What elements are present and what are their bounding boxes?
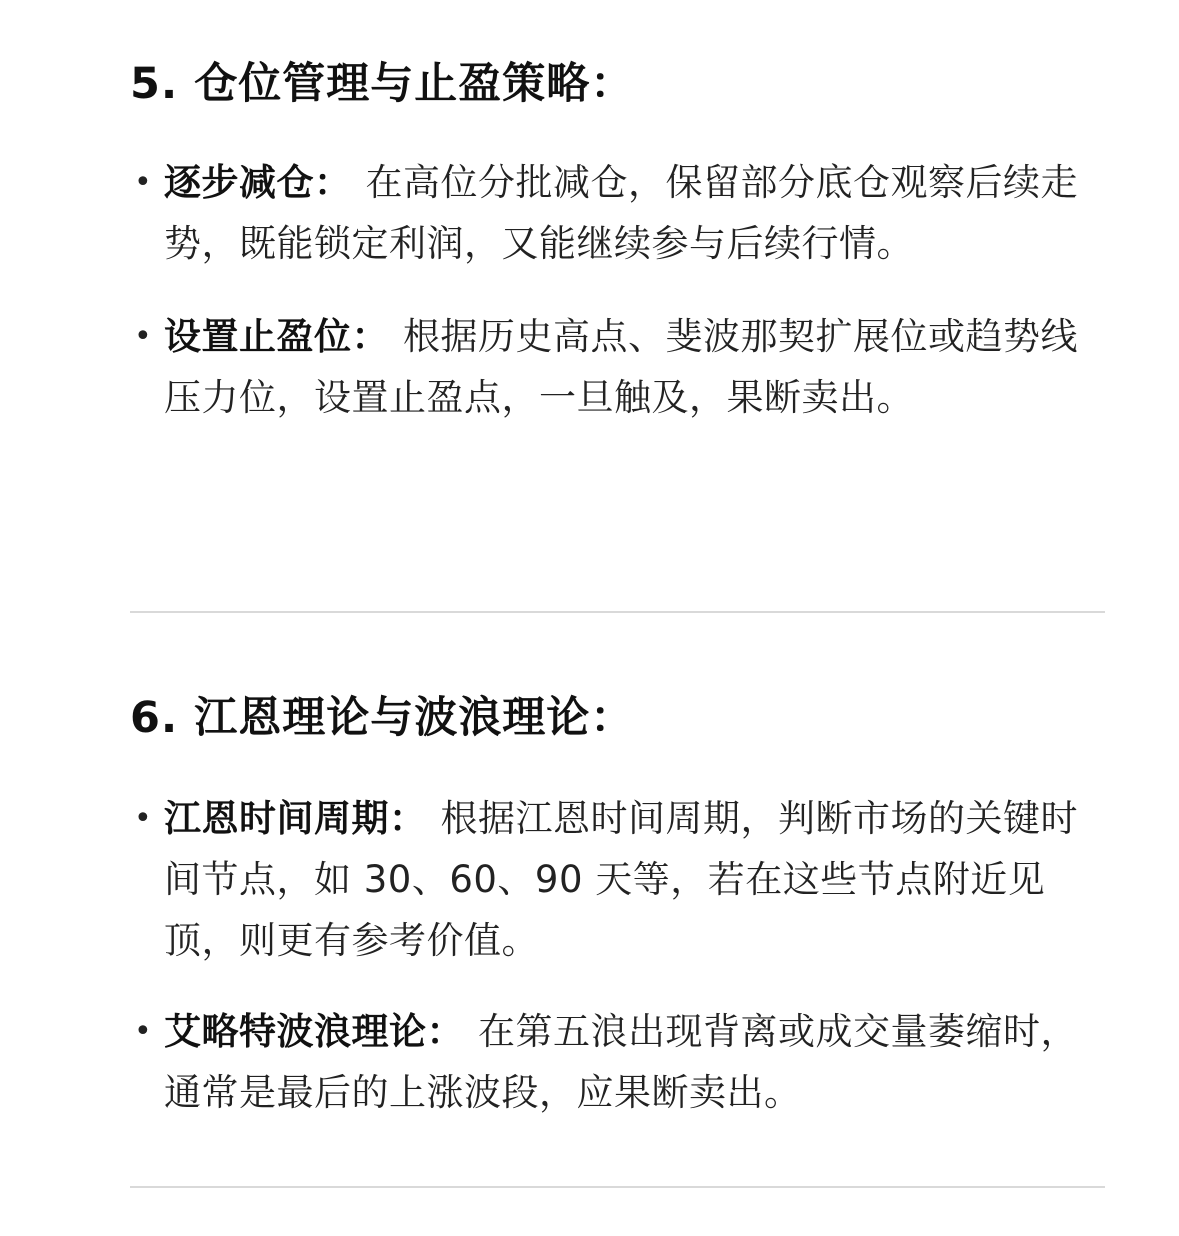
item-colon: ：	[389, 797, 427, 840]
section-position-management	[130, 52, 1105, 428]
section-heading: 6. 江恩理论与波浪理论：	[130, 693, 635, 743]
bullet-icon: •	[134, 319, 153, 354]
item-text: 根据历史高点、斐波那契扩展位或趋势线压力位，设置止盈点，一旦触及，果断卖出。	[164, 315, 1078, 419]
list-item	[130, 152, 1105, 274]
section-divider	[130, 611, 1105, 613]
list-item	[130, 306, 1105, 428]
section-gann-wave-theory	[130, 686, 1105, 1123]
list-item	[130, 1001, 1105, 1123]
item-term: 逐步减仓	[164, 161, 314, 204]
item-text: 在高位分批减仓，保留部分底仓观察后续走势，既能锁定利润，又能继续参与后续行情。	[164, 161, 1078, 265]
item-colon: ：	[351, 315, 389, 358]
item-term: 江恩时间周期	[164, 797, 389, 840]
item-term: 艾略特波浪理论	[164, 1010, 427, 1053]
bullet-list	[130, 788, 1105, 1123]
section-divider	[130, 1186, 1105, 1188]
item-colon: ：	[314, 161, 352, 204]
section-heading: 5. 仓位管理与止盈策略：	[130, 59, 635, 109]
item-term: 设置止盈位	[164, 315, 352, 358]
bullet-list	[130, 152, 1105, 428]
list-item	[130, 788, 1105, 971]
item-colon: ：	[426, 1010, 464, 1053]
bullet-icon: •	[134, 801, 153, 836]
bullet-icon: •	[134, 1014, 153, 1049]
item-text: 根据江恩时间周期，判断市场的关键时间节点，如 30、60、90 天等，若在这些节点附近见顶，则更有参考价值。	[164, 797, 1078, 962]
item-text: 在第五浪出现背离或成交量萎缩时，通常是最后的上涨波段，应果断卖出。	[164, 1010, 1078, 1114]
bullet-icon: •	[134, 165, 153, 200]
